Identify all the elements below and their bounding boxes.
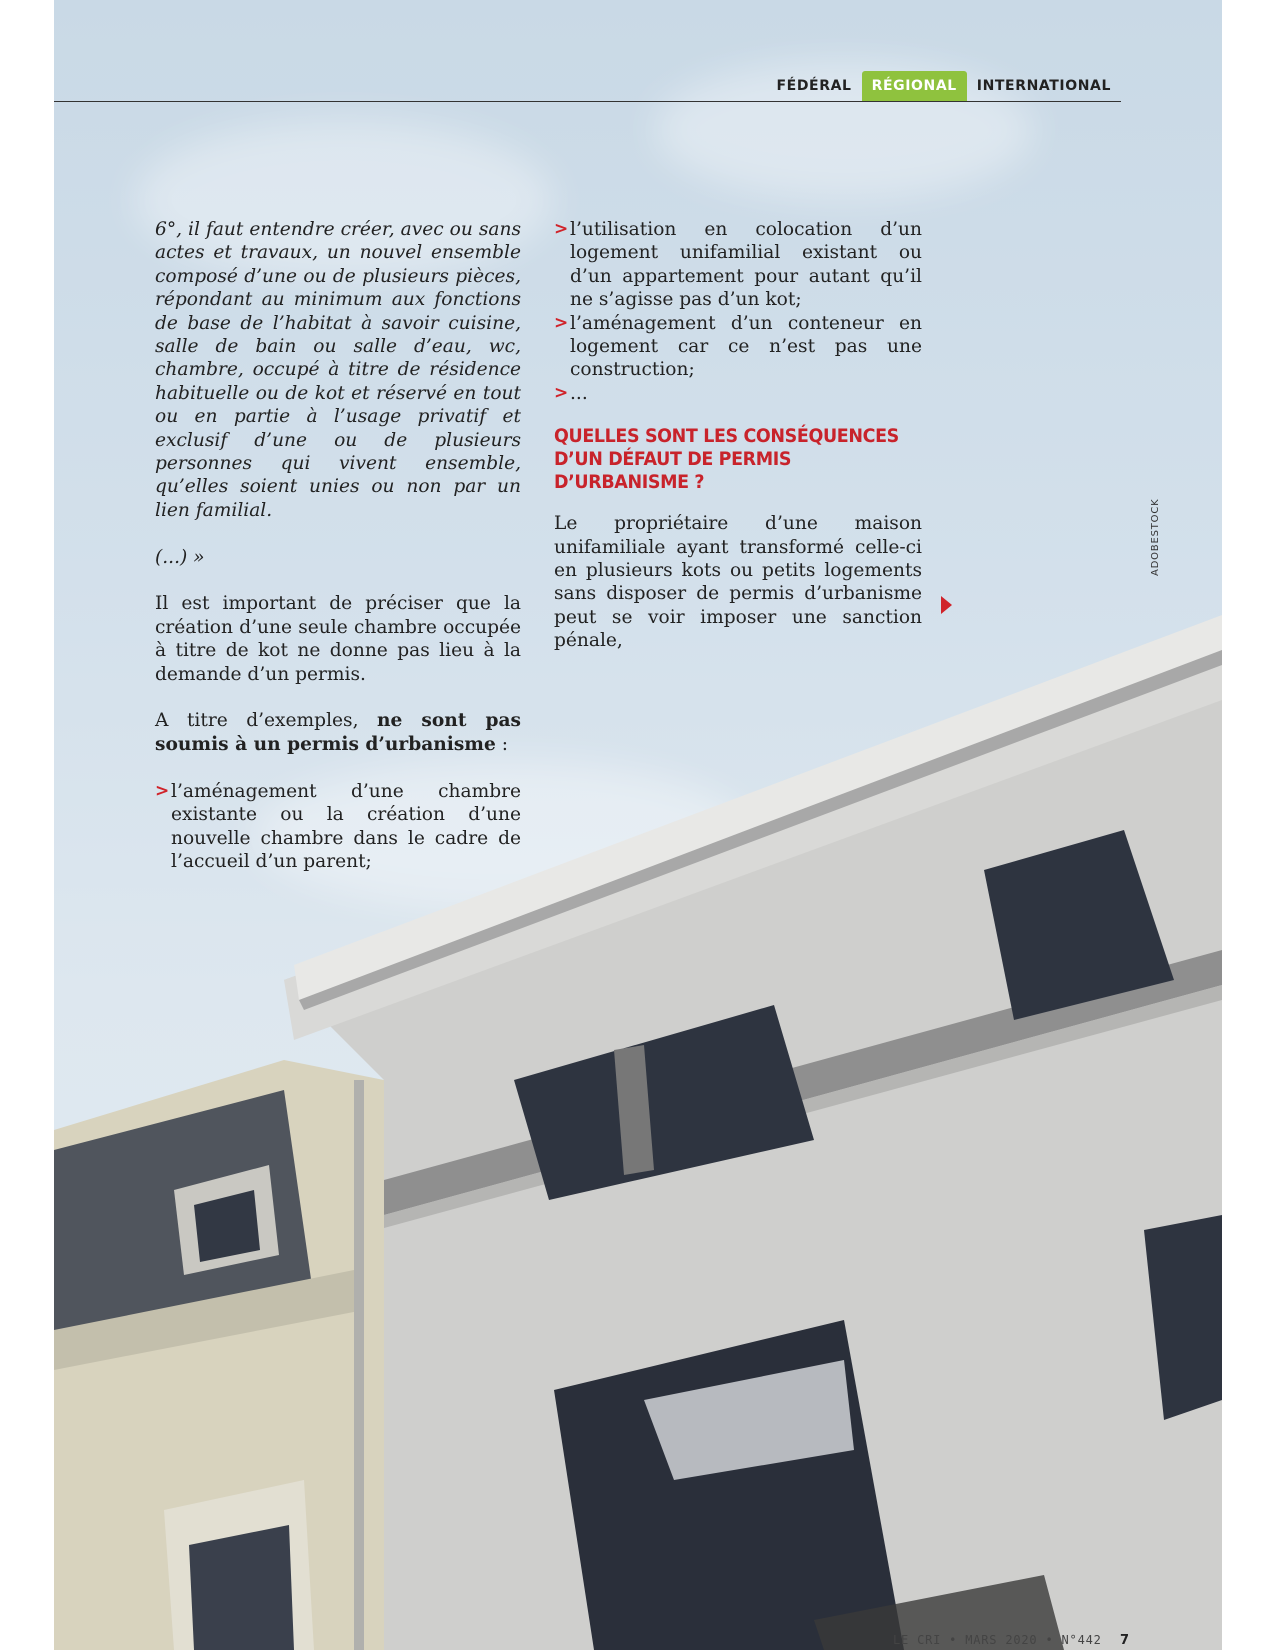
list-item-text: l’aménagement d’un conteneur en logement car ce n’est pas une construction; bbox=[570, 312, 922, 381]
list-item-text: l’aménagement d’une chambre existante ou la création d’une nouvelle chambre dans le cadre de l’accueil d’un parent; bbox=[171, 780, 521, 872]
list-item bbox=[554, 218, 922, 312]
bullet-arrow-icon: > bbox=[155, 780, 170, 801]
list-item bbox=[554, 312, 922, 382]
continue-arrow-icon bbox=[941, 596, 952, 614]
paragraph-consequences: Le propriétaire d’une maison unifamiliale ayant transformé celle-ci en plusieurs kots ou petits logements sans disposer de permis d’urbanisme peut se voir imposer une sanction pénale, bbox=[554, 513, 922, 652]
nav-international[interactable]: INTERNATIONAL bbox=[976, 78, 1111, 94]
nav-federal[interactable]: FÉDÉRAL bbox=[776, 78, 852, 94]
quote-end: (...) » bbox=[155, 546, 205, 568]
paragraph-examples bbox=[155, 709, 521, 756]
bullet-arrow-icon: > bbox=[554, 219, 569, 239]
section-nav bbox=[767, 71, 1122, 101]
exemptions-list-left bbox=[155, 780, 521, 874]
list-item-text: ... bbox=[570, 382, 588, 404]
bullet-arrow-icon: > bbox=[554, 382, 569, 403]
left-column bbox=[155, 218, 521, 873]
examples-intro: A titre d’exemples, bbox=[155, 710, 377, 732]
section-heading: QUELLES SONT LES CONSÉQUENCES D’UN DÉFAUT DE PERMIS D’URBANISME ? bbox=[554, 425, 899, 494]
footer-issue: LE CRI • MARS 2020 • N°442 bbox=[893, 1633, 1102, 1647]
paragraph-single-room: Il est important de préciser que la création d’une seule chambre occupée à titre de kot ne donne pas lieu à la demande d’un permis. bbox=[155, 593, 521, 685]
examples-colon: : bbox=[495, 733, 508, 755]
exemptions-list-right bbox=[554, 218, 922, 405]
list-item bbox=[155, 780, 521, 874]
header-rule bbox=[54, 101, 1121, 102]
page-number: 7 bbox=[1120, 1633, 1130, 1648]
list-item bbox=[554, 382, 922, 405]
legal-quote: 6°, il faut entendre créer, avec ou sans actes et travaux, un nouvel ensemble composé d’une ou de plusieurs pièces, répondant au minimum aux fonctions de base de l’habitat à savoir cuisine, salle de bain ou salle d’eau, wc, chambre, occupé à titre de résidence habituelle ou de kot et réservé en tout ou en partie à l’usage privatif et exclusif d’une ou de plusieurs personnes qui vivent ensemble, qu’elles soient unies ou non par un lien familial. bbox=[155, 219, 521, 521]
right-column bbox=[554, 218, 922, 653]
nav-regional[interactable]: RÉGIONAL bbox=[862, 71, 967, 101]
examples-bold: ne sont pas soumis à un permis d’urbanisme bbox=[155, 710, 521, 755]
list-item-text: l’utilisation en colocation d’un logement unifamilial existant ou d’un appartement pour autant qu’il ne s’agisse pas d’un kot; bbox=[570, 219, 922, 311]
photo-credit: ADOBESTOCK bbox=[1150, 498, 1161, 576]
bullet-arrow-icon: > bbox=[554, 312, 569, 333]
